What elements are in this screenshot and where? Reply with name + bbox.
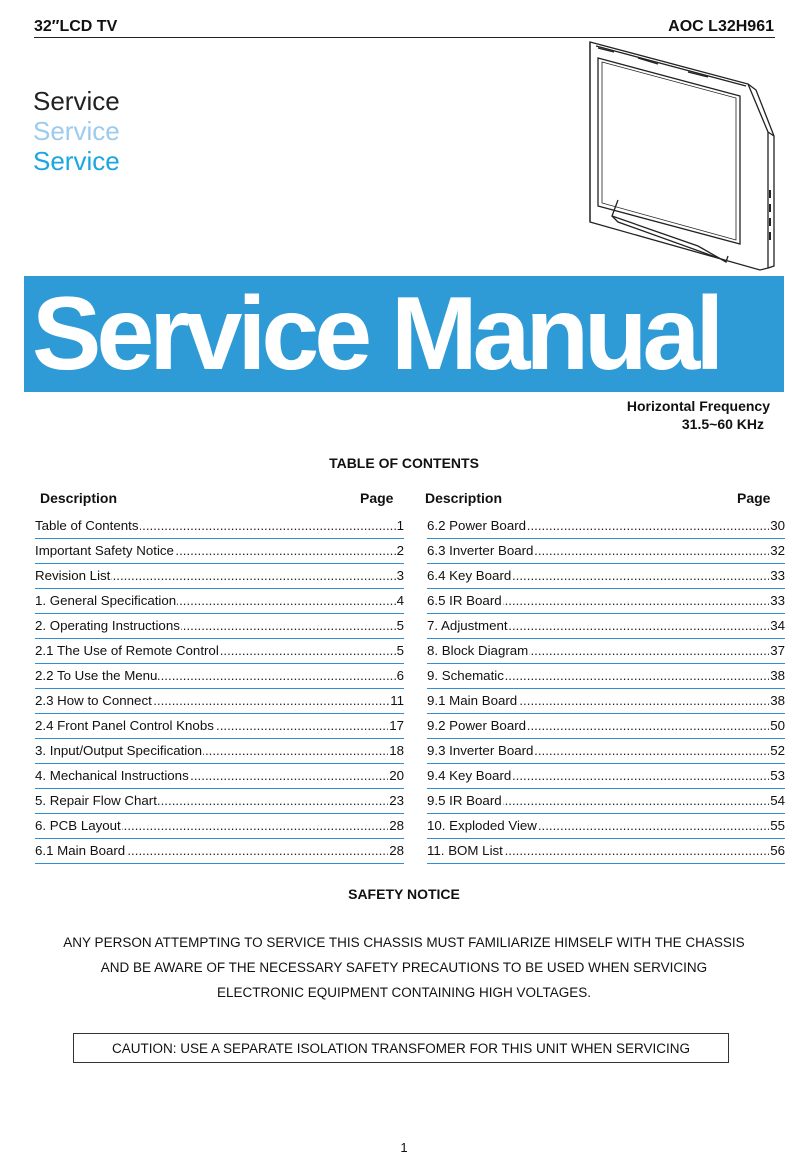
header-model-size: 32″LCD TV bbox=[34, 18, 118, 35]
toc-entry-label: 9.5 IR Board bbox=[427, 793, 502, 808]
toc-entry[interactable] bbox=[427, 743, 785, 764]
toc-entry-label: 5. Repair Flow Chart bbox=[35, 793, 157, 808]
toc-entry-page: 18 bbox=[389, 743, 404, 758]
toc-entry-page: 2 bbox=[396, 543, 404, 558]
toc-entry-label: 8. Block Diagram bbox=[427, 643, 529, 658]
toc-entry[interactable] bbox=[35, 743, 404, 764]
toc-entry-page: 32 bbox=[770, 543, 785, 558]
toc-entry[interactable] bbox=[427, 768, 785, 789]
toc-entry[interactable] bbox=[427, 618, 785, 639]
toc-entry[interactable] bbox=[427, 668, 785, 689]
toc-entry[interactable] bbox=[427, 843, 785, 864]
service-word-blue: Service bbox=[33, 146, 120, 176]
lcd-tv-illustration-icon bbox=[578, 40, 778, 280]
page-number: 1 bbox=[400, 1140, 408, 1155]
toc-entry[interactable] bbox=[427, 543, 785, 564]
toc-entry-label: Table of Contents bbox=[35, 518, 139, 533]
toc-entry[interactable] bbox=[427, 643, 785, 664]
toc-entry-label: 9.4 Key Board bbox=[427, 768, 512, 783]
toc-entry[interactable] bbox=[35, 643, 404, 664]
caution-box: CAUTION: USE A SEPARATE ISOLATION TRANSFOMER FOR THIS UNIT WHEN SERVICING bbox=[73, 1033, 729, 1063]
toc-entry[interactable] bbox=[35, 593, 404, 614]
toc-entry[interactable] bbox=[35, 668, 404, 689]
toc-entry-page: 28 bbox=[389, 818, 404, 833]
toc-entry-page: 53 bbox=[770, 768, 785, 783]
toc-entry-page: 20 bbox=[389, 768, 404, 783]
toc-entry-label: 2.1 The Use of Remote Control bbox=[35, 643, 219, 658]
frequency-value: 31.5~60 KHz bbox=[681, 416, 764, 432]
toc-entry[interactable] bbox=[35, 843, 404, 864]
toc-entry-label: 2.3 How to Connect bbox=[35, 693, 152, 708]
toc-entry-page: 23 bbox=[389, 793, 404, 808]
banner-title: Service Manual bbox=[32, 276, 720, 392]
safety-notice-title: SAFETY NOTICE bbox=[348, 886, 460, 902]
toc-entry-page: 33 bbox=[770, 568, 785, 583]
toc-entry[interactable] bbox=[427, 793, 785, 814]
frequency-label: Horizontal Frequency bbox=[626, 398, 770, 414]
toc-entry-page: 6 bbox=[396, 668, 404, 683]
toc-entry-label: 9.3 Inverter Board bbox=[427, 743, 534, 758]
toc-entry-page: 50 bbox=[770, 718, 785, 733]
toc-entry-page: 38 bbox=[770, 693, 785, 708]
toc-entry-label: 6.3 Inverter Board bbox=[427, 543, 534, 558]
toc-entry-page: 5 bbox=[396, 643, 404, 658]
toc-entry-label: 6.2 Power Board bbox=[427, 518, 527, 533]
toc-entry[interactable] bbox=[35, 618, 404, 639]
toc-entry-page: 28 bbox=[389, 843, 404, 858]
toc-entry-page: 38 bbox=[770, 668, 785, 683]
toc-entry-label: 7. Adjustment bbox=[427, 618, 508, 633]
toc-entry-label: 1. General Specification bbox=[35, 593, 177, 608]
toc-left-desc-header: Description bbox=[40, 490, 118, 506]
toc-entry[interactable] bbox=[35, 518, 404, 539]
toc-entry-page: 56 bbox=[770, 843, 785, 858]
toc-entry-label: 11. BOM List bbox=[427, 843, 503, 858]
toc-entry-page: 30 bbox=[770, 518, 785, 533]
toc-entry[interactable] bbox=[35, 793, 404, 814]
safety-line-3: ELECTRONIC EQUIPMENT CONTAINING HIGH VOLTAGES. bbox=[216, 985, 592, 1000]
toc-entry[interactable] bbox=[427, 593, 785, 614]
service-word-black: Service bbox=[33, 86, 120, 116]
safety-line-1: ANY PERSON ATTEMPTING TO SERVICE THIS CHASSIS MUST FAMILIARIZE HIMSELF WITH THE CHASSIS bbox=[63, 935, 745, 950]
toc-entry-label: 6.4 Key Board bbox=[427, 568, 512, 583]
toc-entry[interactable] bbox=[427, 818, 785, 839]
toc-entry-page: 37 bbox=[770, 643, 785, 658]
toc-entry-label: 4. Mechanical Instructions bbox=[35, 768, 189, 783]
toc-entry-label: 10. Exploded View bbox=[427, 818, 537, 833]
service-word-light-blue: Service bbox=[33, 116, 120, 146]
toc-entry-page: 33 bbox=[770, 593, 785, 608]
toc-entry[interactable] bbox=[35, 768, 404, 789]
toc-entry[interactable] bbox=[35, 693, 404, 714]
toc-entry[interactable] bbox=[35, 718, 404, 739]
toc-entry-label: 2.4 Front Panel Control Knobs bbox=[35, 718, 214, 733]
toc-entry-page: 11 bbox=[390, 693, 404, 708]
toc-entry-label: 9.2 Power Board bbox=[427, 718, 527, 733]
toc-entry-label: 9. Schematic bbox=[427, 668, 504, 683]
toc-entry-page: 3 bbox=[396, 568, 404, 583]
toc-entry-page: 52 bbox=[770, 743, 785, 758]
toc-entry[interactable] bbox=[35, 543, 404, 564]
toc-entry-label: 6. PCB Layout bbox=[35, 818, 121, 833]
toc-entry-label: 2. Operating Instructions bbox=[35, 618, 180, 633]
toc-entry[interactable] bbox=[427, 568, 785, 589]
toc-entry-page: 55 bbox=[770, 818, 785, 833]
header-rule bbox=[34, 37, 775, 38]
toc-entry-label: Revision List bbox=[35, 568, 111, 583]
header-model-number: AOC L32H961 bbox=[668, 18, 774, 35]
toc-entry-label: 9.1 Main Board bbox=[427, 693, 518, 708]
toc-entry-page: 1 bbox=[396, 518, 404, 533]
toc-entry[interactable] bbox=[427, 693, 785, 714]
toc-entry[interactable] bbox=[427, 518, 785, 539]
toc-entry-label: 6.5 IR Board bbox=[427, 593, 502, 608]
toc-left-page-header: Page bbox=[360, 490, 394, 506]
toc-entry-label: Important Safety Notice bbox=[35, 543, 174, 558]
toc-entry[interactable] bbox=[35, 568, 404, 589]
toc-entry-page: 54 bbox=[770, 793, 785, 808]
service-manual-banner bbox=[24, 276, 784, 392]
toc-entry-page: 4 bbox=[396, 593, 404, 608]
toc-entry[interactable] bbox=[35, 818, 404, 839]
toc-entry-label: 3. Input/Output Specification bbox=[35, 743, 203, 758]
toc-entry-page: 5 bbox=[396, 618, 404, 633]
toc-entry[interactable] bbox=[427, 718, 785, 739]
toc-entry-page: 34 bbox=[770, 618, 785, 633]
toc-entry-page: 17 bbox=[389, 718, 404, 733]
toc-title: TABLE OF CONTENTS bbox=[329, 455, 479, 471]
safety-line-2: AND BE AWARE OF THE NECESSARY SAFETY PRECAUTIONS TO BE USED WHEN SERVICING bbox=[100, 960, 708, 975]
toc-entry-label: 2.2 To Use the Menu bbox=[35, 668, 158, 683]
toc-entry-label: 6.1 Main Board bbox=[35, 843, 126, 858]
toc-right-desc-header: Description bbox=[425, 490, 503, 506]
toc-right-page-header: Page bbox=[737, 490, 771, 506]
